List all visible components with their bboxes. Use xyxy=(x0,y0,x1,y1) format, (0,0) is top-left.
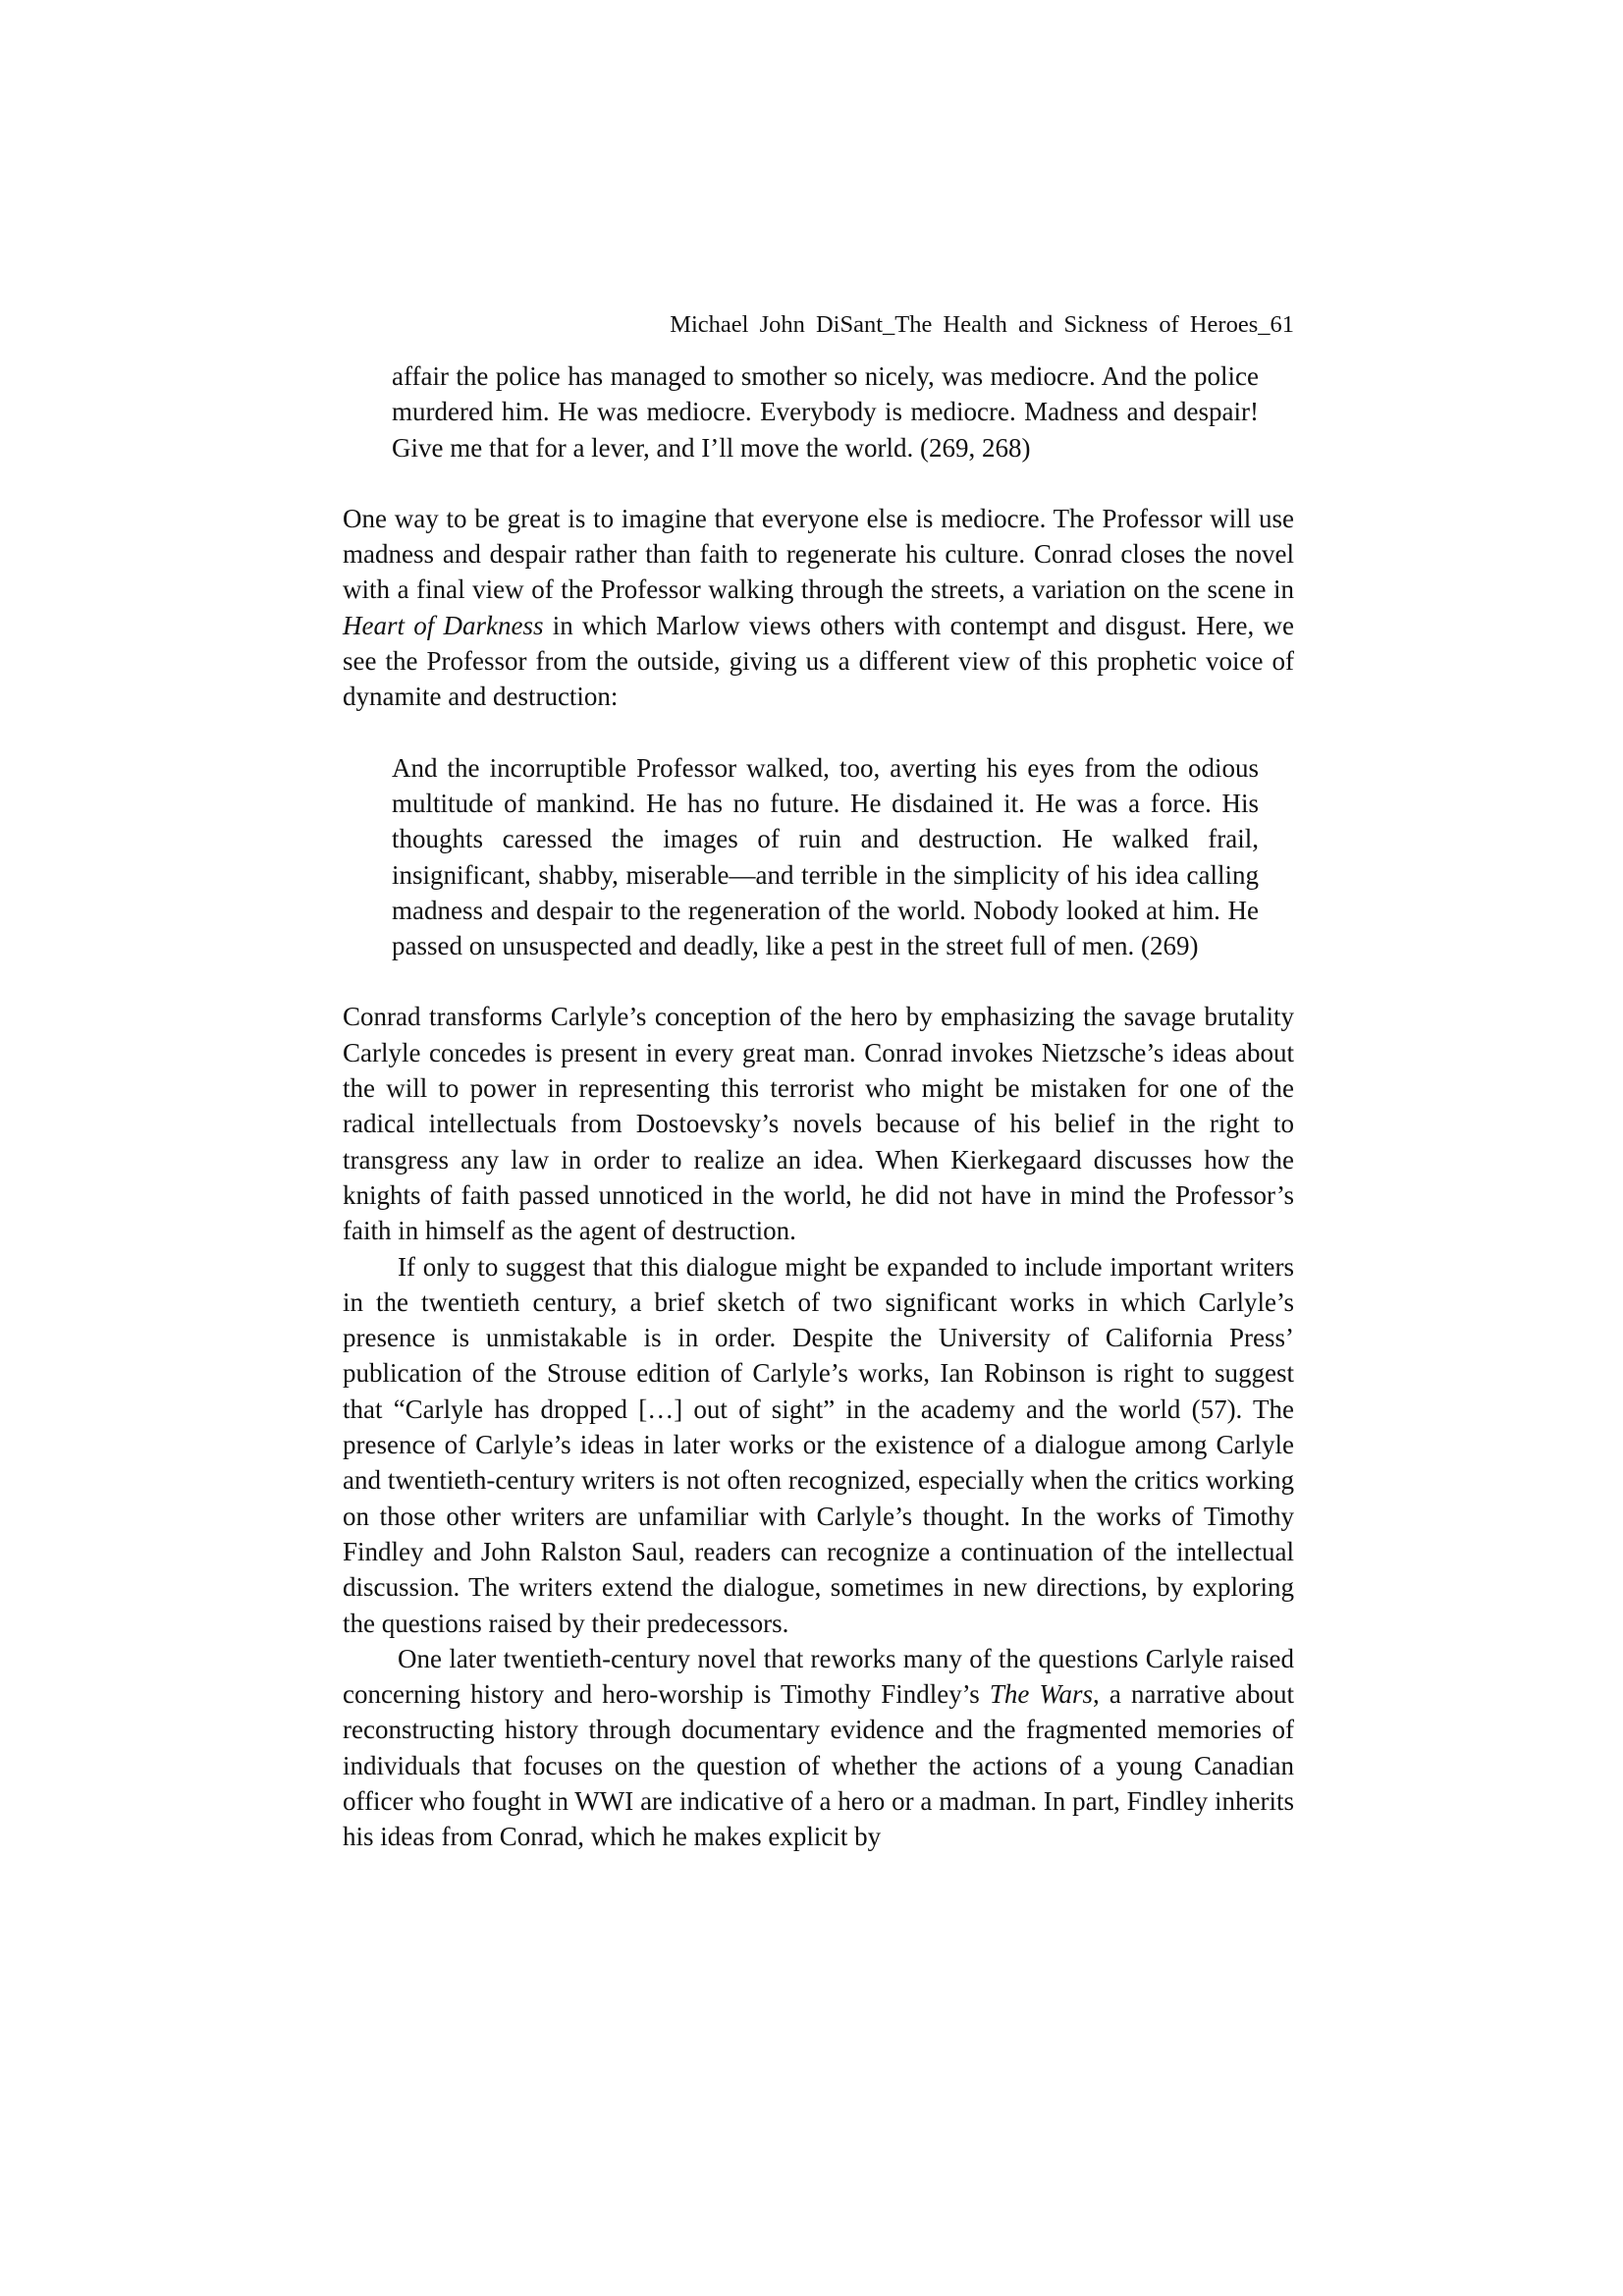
block-quote-1: affair the police has managed to smother so nicely, was mediocre. And the police murdered him. He was mediocre. Everybody is mediocre. Madness and despair! Give me that for a lever, and I’ll move the world. (269, 268) xyxy=(392,361,1259,463)
paragraph-3: If only to suggest that this dialogue might be expanded to include important writers in the twentieth century, a brief sketch of two significant works in which Carlyle’s presence is unmistakable is in order. Despite the University of California Press’ publication of the Strouse edition of Carlyle’s works, Ian Robinson is right to suggest that “Carlyle has dropped […] out of sight” in the academy and the world (57). The presence of Carlyle’s ideas in later works or the existence of a dialogue among Carlyle and twentieth-century writers is not often recognized, especially when the critics working on those other writers are unfamiliar with Carlyle’s thought. In the works of Timothy Findley and John Ralston Saul, readers can recognize a continuation of the intellectual discussion. The writers extend the dialogue, sometimes in new directions, by exploring the questions raised by their predecessors. xyxy=(343,1251,1294,1638)
paragraph-2: Conrad transforms Carlyle’s conception of the hero by emphasizing the savage brutality Carlyle concedes is present in every great man. Conrad invokes Nietzsche’s ideas about the will to power in representing this terrorist who might be mistaken for one of the radical intellectuals from Dostoevsky’s novels because of his belief in the right to transgress any law in order to realize an idea. When Kierkegaard discusses how the knights of faith passed unnoticed in the world, he did not have in mind the Professor’s faith in himself as the agent of destruction. xyxy=(343,1002,1294,1246)
book-title-heart-of-darkness: Heart of Darkness xyxy=(343,610,544,640)
body-text xyxy=(343,358,1294,1855)
paragraph-4 xyxy=(343,1641,1294,1855)
block-quote-2: And the incorruptible Professor walked, too, averting his eyes from the odious multitude of mankind. He has no future. He disdained it. He was a force. His thoughts caressed the images of ruin and destruction. He walked frail, insignificant, shabby, miserable—and terrible in the simplicity of his idea calling madness and despair to the regeneration of the world. Nobody looked at him. He passed on unsuspected and deadly, like a pest in the street full of men. (269) xyxy=(392,752,1259,961)
paragraph-4-text-b: , a narrative about reconstructing history through documentary evidence and the fragmented memories of individuals that focuses on the question of whether the actions of a young Canadian officer who fought in WWI are indicative of a hero or a madman. In part, Findley inherits his ideas from Conrad, which he makes explicit by xyxy=(343,1679,1295,1852)
paragraph-4-text-a: One later twentieth-century novel that reworks many of the questions Carlyle raised concerning history and hero-worship is Timothy Findley’s xyxy=(343,1643,1294,1710)
running-head: Michael John DiSant_The Health and Sickness of Heroes_61 xyxy=(670,311,1294,338)
paragraph-1-text-a: One way to be great is to imagine that everyone else is mediocre. The Professor will use madness and despair rather than faith to regenerate his culture. Conrad closes the novel with a final view of the Professor walking through the streets, a variation on the scene in xyxy=(343,503,1294,605)
book-title-the-wars: The Wars xyxy=(989,1679,1093,1710)
paragraph-1 xyxy=(343,501,1294,715)
paragraph-1-text-b: in which Marlow views others with contempt and disgust. Here, we see the Professor from the outside, giving us a different view of this prophetic voice of dynamite and destruction: xyxy=(343,610,1294,712)
